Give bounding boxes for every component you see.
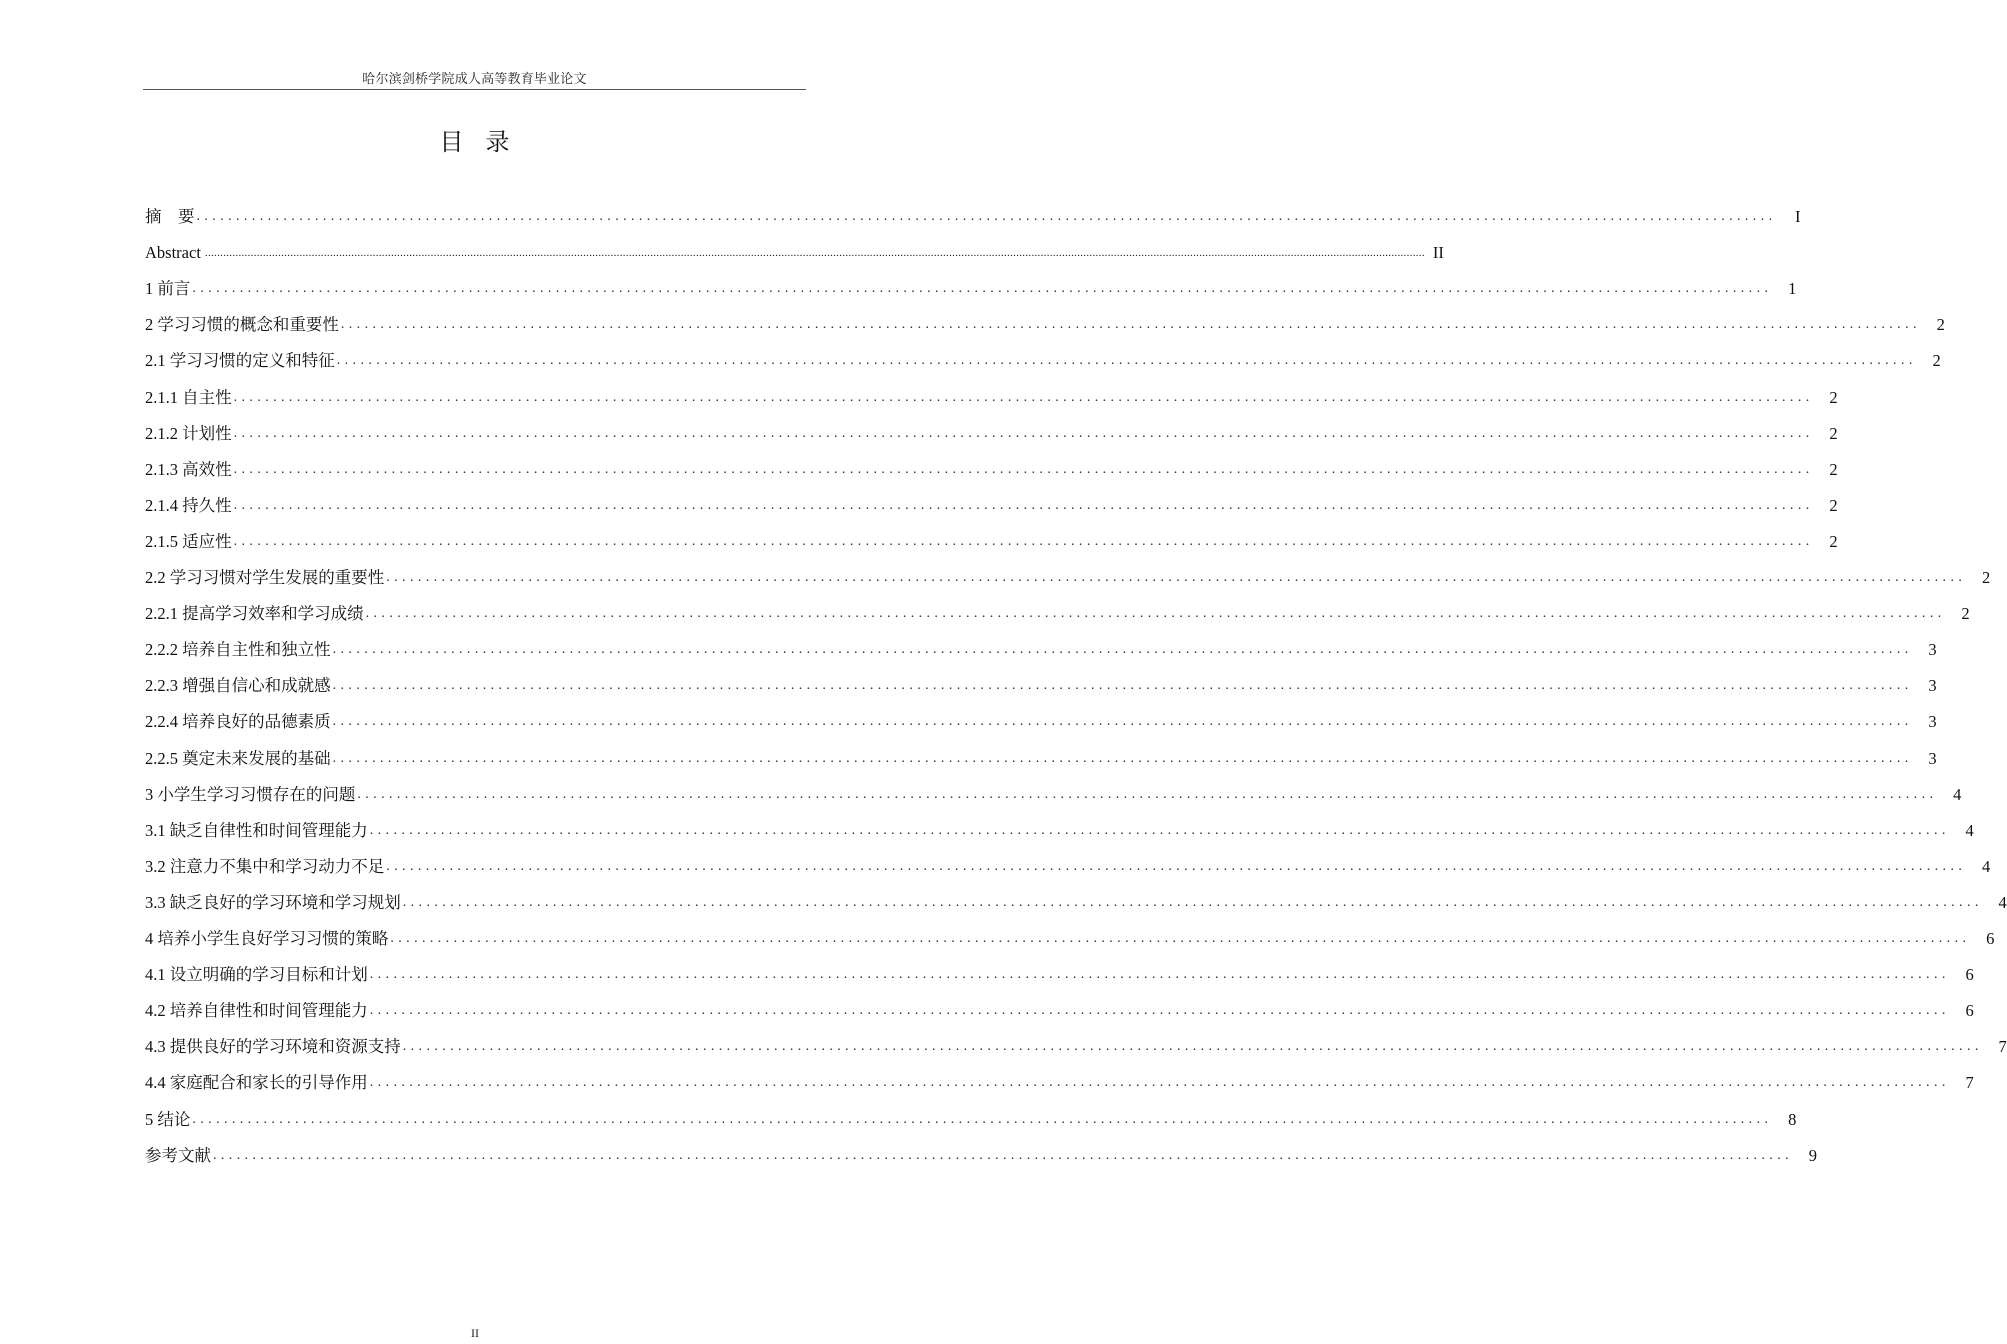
toc-entry[interactable] [145, 420, 1838, 444]
toc-entry[interactable] [145, 203, 1801, 227]
toc-leader-dots: ........................................................................................................................................................................................................ [233, 425, 1814, 441]
toc-entry-page: 4 [1965, 820, 1974, 840]
toc-leader-dots: ........................................................................................................................................................................................................ [192, 281, 1773, 297]
header-rule [143, 89, 806, 90]
toc-entry[interactable] [145, 1106, 1797, 1130]
toc-entry-page: 4 [1982, 856, 1991, 876]
toc-entry-label: 3.3 缺乏良好的学习环境和学习规划 [145, 892, 401, 912]
toc-entry-label: 4.4 家庭配合和家长的引导作用 [145, 1073, 368, 1093]
toc-entry-label: 2.1.2 计划性 [145, 423, 232, 443]
toc-leader-dots: ........................................................................................................................................................................................................ [233, 533, 1814, 549]
toc-leader-dots: ........................................................................................................................................................................................................ [213, 1147, 1793, 1163]
toc-entry[interactable] [145, 997, 1974, 1021]
toc-entry-label: 3.2 注意力不集中和学习动力不足 [145, 856, 385, 876]
toc-entry[interactable] [145, 636, 1937, 660]
page-number: II [471, 1326, 479, 1340]
toc-entry-page: 7 [1998, 1037, 2007, 1057]
toc-entry[interactable] [145, 1142, 1817, 1166]
toc-entry-label: 3.1 缺乏自律性和时间管理能力 [145, 820, 368, 840]
toc-leader-dots: ........................................................................................................................................................................................................ [233, 497, 1814, 513]
toc-leader-dots: ................................................................................................................................................................................................................................................................................................................................................................................................................ [204, 247, 1425, 260]
toc-entry-page: II [1432, 243, 1444, 263]
toc-entry-page: 1 [1788, 279, 1797, 299]
toc-entry-label: 参考文献 [145, 1145, 211, 1165]
toc-leader-dots: ........................................................................................................................................................................................................ [332, 642, 1913, 658]
toc-entry[interactable] [145, 1069, 1974, 1093]
toc-entry[interactable] [145, 347, 1941, 371]
toc-leader-dots: ........................................................................................................................................................................................................ [386, 570, 1967, 585]
toc-entry-page: 3 [1928, 676, 1937, 696]
toc-entry-page: 2 [1982, 568, 1991, 587]
toc-entry-label: 3 小学生学习习惯存在的问题 [145, 784, 356, 804]
toc-entry[interactable] [145, 817, 1974, 841]
toc-leader-dots: ........................................................................................................................................................................................................ [192, 1111, 1773, 1127]
toc-entry-page: 2 [1829, 531, 1838, 551]
toc-entry-page: 3 [1928, 712, 1937, 732]
toc-entry[interactable] [145, 672, 1937, 696]
toc-entry-label: Abstract [145, 243, 201, 263]
toc-entry-page: 9 [1808, 1145, 1817, 1165]
toc-entry[interactable] [145, 1033, 2007, 1057]
toc-entry[interactable] [145, 456, 1838, 480]
toc-entry-label: 2.2.4 培养良好的品德素质 [145, 712, 331, 732]
toc-entry-page: 6 [1965, 965, 1974, 985]
toc-entry[interactable] [145, 492, 1838, 516]
toc-leader-dots: ........................................................................................................................................................................................................ [390, 931, 1971, 946]
toc-entry-label: 2.2.2 培养自主性和独立性 [145, 640, 331, 660]
toc-leader-dots: ........................................................................................................................................................................................................ [369, 967, 1950, 983]
toc-leader-dots: ........................................................................................................................................................................................................ [402, 1039, 1983, 1055]
toc-entry-label: 2.2.1 提高学习效率和学习成绩 [145, 604, 364, 624]
toc-entry-label: 4.1 设立明确的学习目标和计划 [145, 965, 368, 985]
toc-entry-label: 4 培养小学生良好学习习惯的策略 [145, 929, 389, 948]
toc-entry-page: 6 [1965, 1001, 1974, 1021]
toc-entry-label: 2.1.3 高效性 [145, 459, 232, 479]
toc-entry[interactable] [145, 384, 1838, 408]
toc-leader-dots: ........................................................................................................................................................................................................ [402, 894, 1983, 910]
toc-entry-label: 4.2 培养自律性和时间管理能力 [145, 1001, 368, 1021]
toc-entry[interactable] [145, 781, 1962, 805]
toc-leader-dots: ........................................................................................................................................................................................................ [365, 606, 1946, 622]
toc-entry-page: 2 [1932, 351, 1941, 371]
toc-entry[interactable] [145, 275, 1797, 299]
toc-entry-page: 2 [1829, 459, 1838, 479]
toc-entry-page: 2 [1829, 495, 1838, 515]
toc-leader-dots: ........................................................................................................................................................................................................ [340, 317, 1921, 333]
toc-entry-page: 3 [1928, 640, 1937, 660]
toc-leader-dots: ........................................................................................................................................................................................................ [196, 209, 1777, 224]
toc-entry[interactable] [145, 961, 1974, 985]
toc-entry-page: 8 [1788, 1109, 1797, 1129]
toc-entry-page: I [1795, 207, 1801, 226]
toc-leader-dots: ........................................................................................................................................................................................................ [332, 678, 1913, 694]
toc-leader-dots: ........................................................................................................................................................................................................ [369, 1003, 1950, 1019]
toc-entry[interactable] [145, 239, 1444, 263]
toc-leader-dots: ........................................................................................................................................................................................................ [386, 858, 1967, 874]
toc-entry-label: 2.1 学习习惯的定义和特征 [145, 351, 335, 371]
toc-entry-label: 摘 要 [145, 207, 195, 226]
toc-entry[interactable] [145, 708, 1937, 732]
toc-entry-label: 2.1.4 持久性 [145, 495, 232, 515]
toc-entry[interactable] [145, 889, 2007, 913]
toc-leader-dots: ........................................................................................................................................................................................................ [233, 389, 1814, 405]
toc-entry-label: 4.3 提供良好的学习环境和资源支持 [145, 1037, 401, 1057]
toc-entry-page: 6 [1986, 929, 1995, 948]
toc-leader-dots: ........................................................................................................................................................................................................ [233, 461, 1814, 477]
toc-entry-label: 5 结论 [145, 1109, 191, 1129]
toc-leader-dots: ........................................................................................................................................................................................................ [332, 750, 1913, 766]
toc-entry-label: 2.2.5 奠定未来发展的基础 [145, 748, 331, 768]
toc-entry-page: 4 [1953, 784, 1962, 804]
toc-entry-page: 2 [1961, 604, 1970, 624]
toc-entry-page: 4 [1998, 892, 2007, 912]
toc-entry-label: 2.1.5 适应性 [145, 531, 232, 551]
toc-entry-page: 3 [1928, 748, 1937, 768]
page-header: 哈尔滨剑桥学院成人高等教育毕业论文 [362, 71, 587, 86]
toc-entry[interactable] [145, 311, 1945, 335]
toc-leader-dots: ........................................................................................................................................................................................................ [357, 786, 1938, 802]
toc-entry-page: 2 [1829, 423, 1838, 443]
toc-title: 目录 [439, 128, 532, 156]
toc-entry-page: 2 [1829, 387, 1838, 407]
toc-leader-dots: ........................................................................................................................................................................................................ [369, 822, 1950, 838]
toc-entry[interactable] [145, 745, 1937, 769]
toc-entry-page: 2 [1936, 315, 1945, 335]
toc-entry[interactable] [145, 564, 1991, 588]
toc-entry[interactable] [145, 925, 1995, 949]
toc-entry-label: 2 学习习惯的概念和重要性 [145, 315, 339, 335]
toc-entry-page: 7 [1965, 1073, 1974, 1093]
toc-leader-dots: ........................................................................................................................................................................................................ [369, 1075, 1950, 1091]
toc-entry[interactable] [145, 528, 1838, 552]
toc-entry[interactable] [145, 600, 1970, 624]
toc-entry[interactable] [145, 853, 1991, 877]
toc-entry-label: 1 前言 [145, 279, 191, 299]
toc-entry-label: 2.2 学习习惯对学生发展的重要性 [145, 568, 385, 587]
toc-entry-label: 2.1.1 自主性 [145, 387, 232, 407]
toc-leader-dots: ........................................................................................................................................................................................................ [336, 353, 1917, 369]
toc-entry-label: 2.2.3 增强自信心和成就感 [145, 676, 331, 696]
toc-leader-dots: ........................................................................................................................................................................................................ [332, 714, 1913, 730]
